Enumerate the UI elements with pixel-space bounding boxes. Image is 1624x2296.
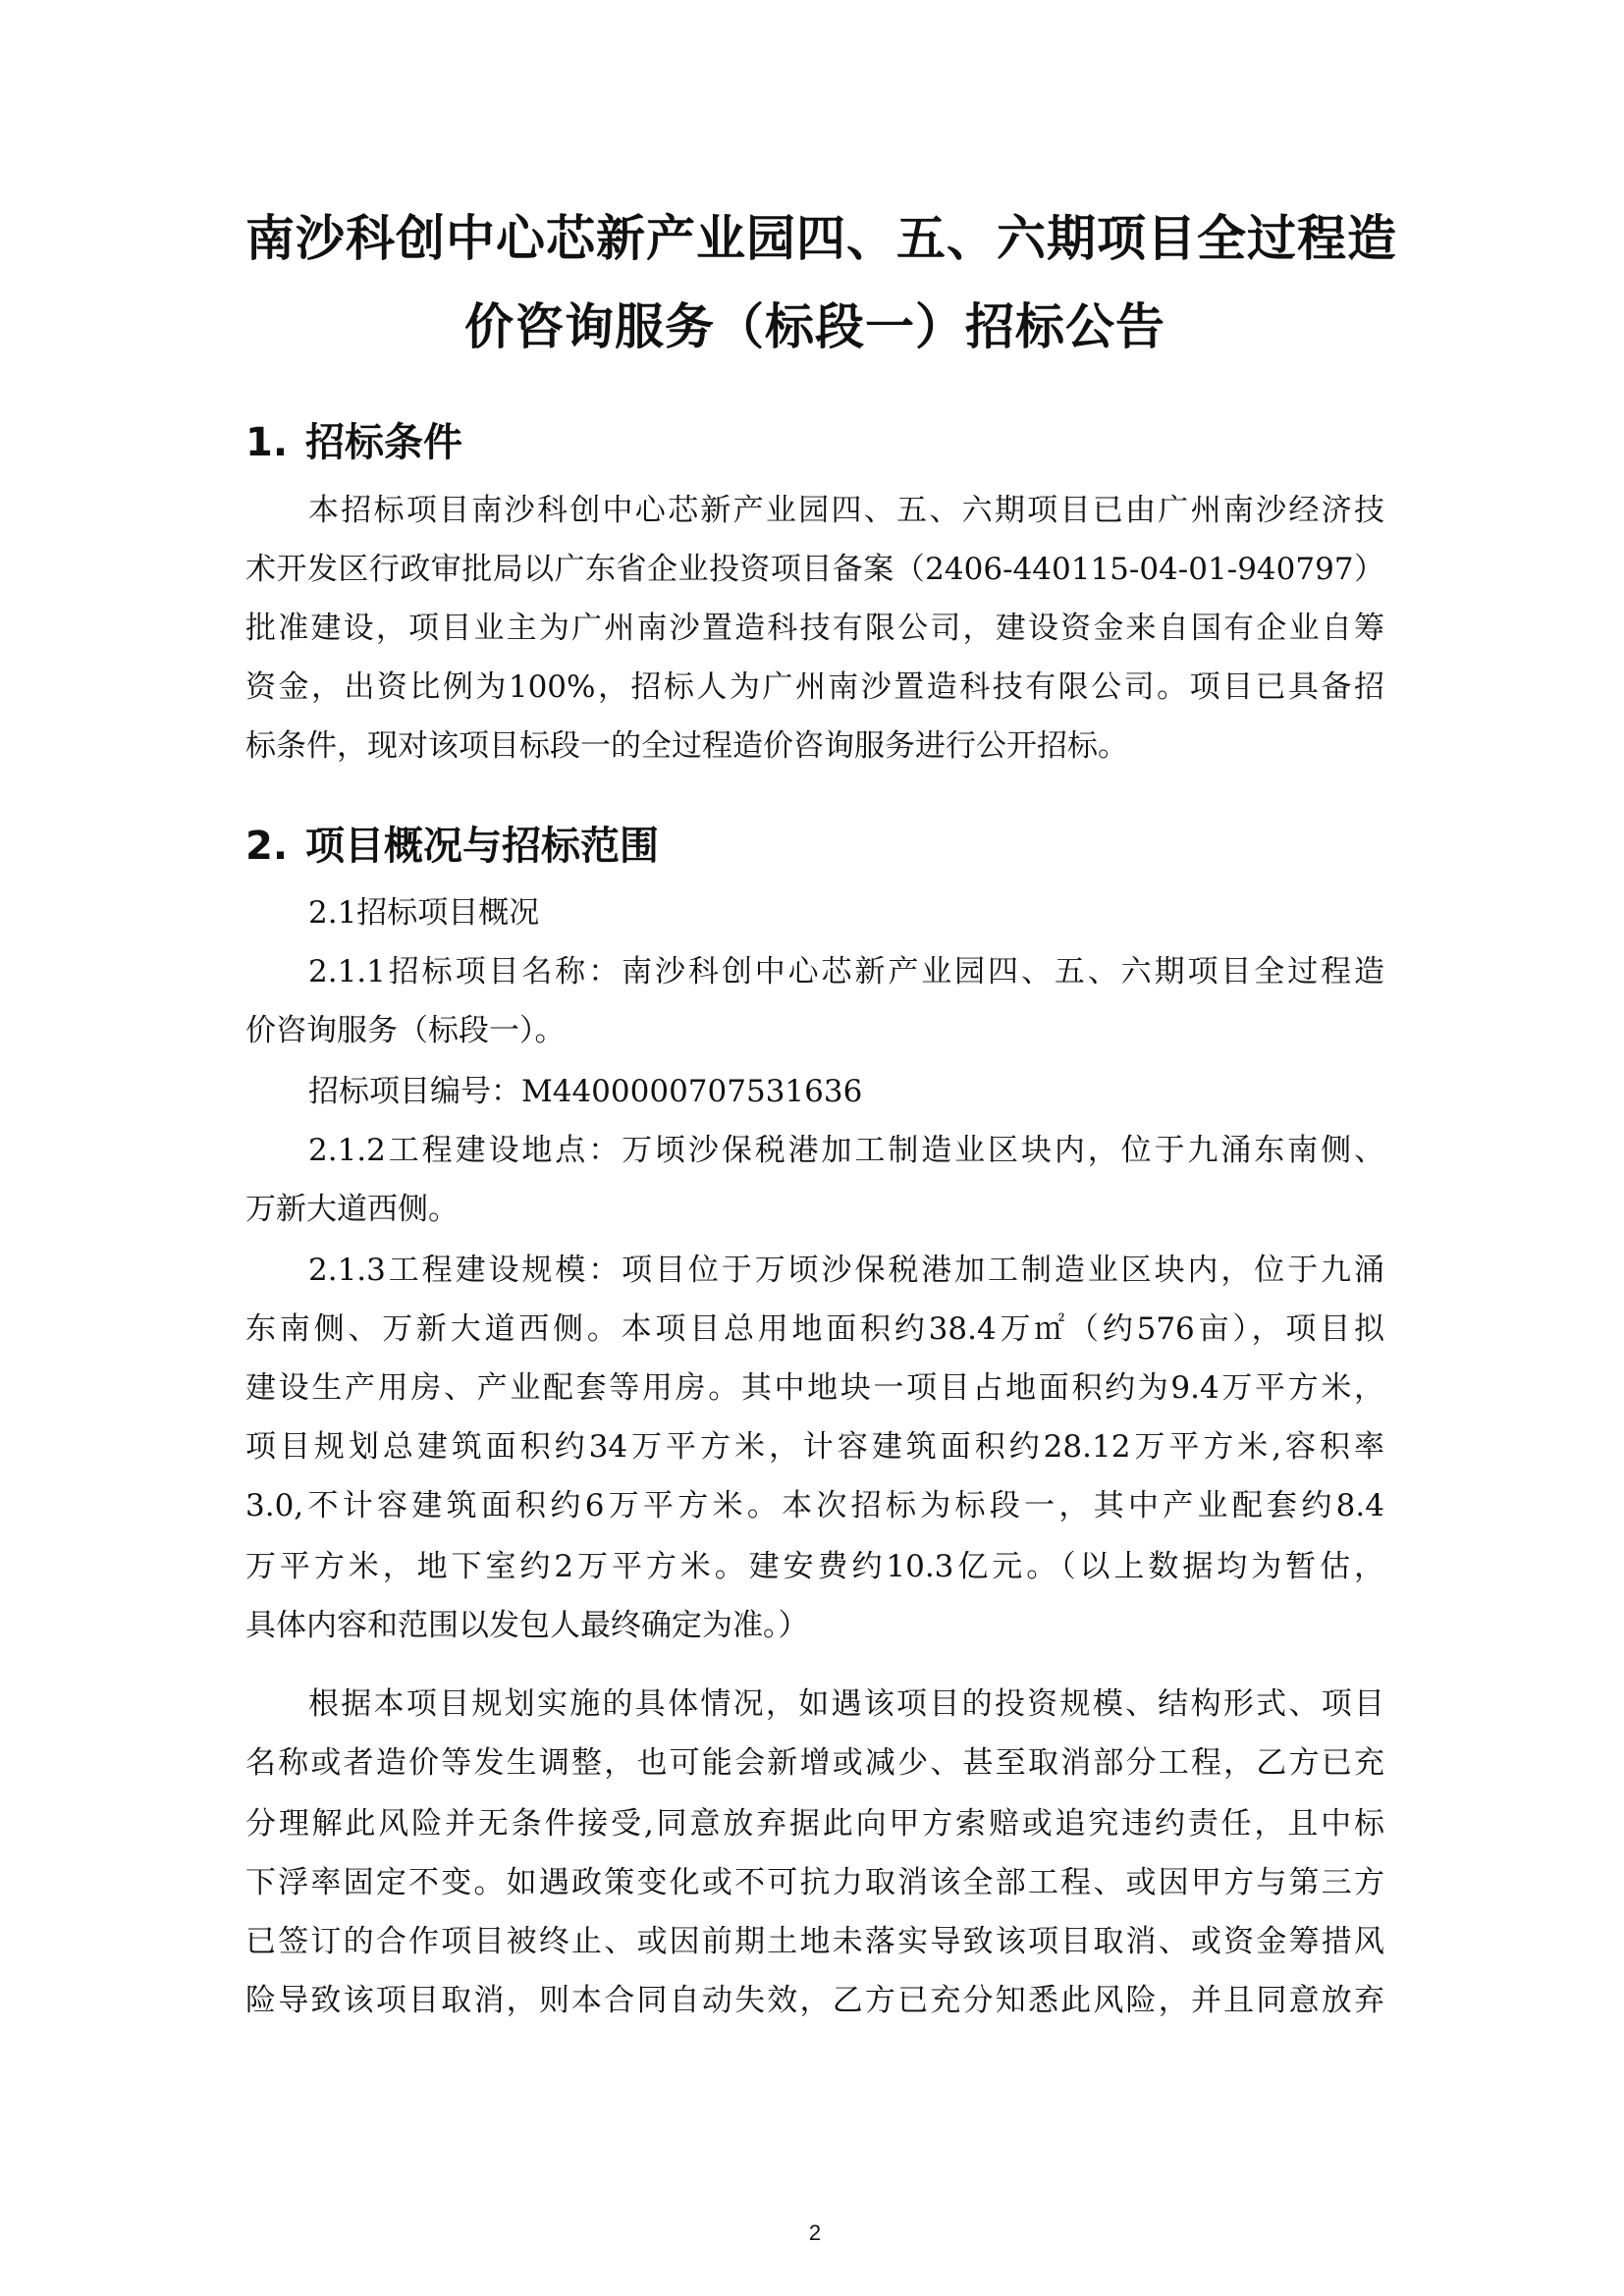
- paragraph-line: 术开发区行政审批局以广东省企业投资项目备案（2406-440115-04-01-940797）: [245, 552, 1384, 587]
- paragraph-line: 东南侧、万新大道西侧。本项目总用地面积约38.4万㎡（约576亩），项目拟: [245, 1311, 1384, 1347]
- document-page: [245, 0, 1397, 2296]
- paragraph-line: 2.1.3工程建设规模：项目位于万顷沙保税港加工制造业区块内，位于九涌: [308, 1253, 1384, 1288]
- section-number: 2.: [245, 824, 289, 869]
- paragraph-line: 名称或者造价等发生调整，也可能会新增或减少、甚至取消部分工程，乙方已充: [245, 1745, 1384, 1781]
- paragraph-line: 3.0,不计容建筑面积约6万平方米。本次招标为标段一，其中产业配套约8.4: [245, 1488, 1384, 1523]
- title-line-2: 价咨询服务（标段一）招标公告: [464, 298, 1165, 355]
- paragraph-line: 标条件，现对该项目标段一的全过程造价咨询服务进行公开招标。: [245, 728, 1128, 764]
- paragraph-line: 已签订的合作项目被终止、或因前期土地未落实导致该项目取消、或资金筹措风: [245, 1924, 1384, 1959]
- page-number: 2: [808, 2220, 822, 2245]
- subsection-heading: 2.1招标项目概况: [308, 895, 540, 931]
- paragraph-line: 险导致该项目取消，则本合同自动失效，乙方已充分知悉此风险，并且同意放弃: [245, 1983, 1384, 2018]
- paragraph-line: 批准建设，项目业主为广州南沙置造科技有限公司，建设资金来自国有企业自筹: [245, 611, 1384, 646]
- paragraph-line: 万平方米，地下室约2万平方米。建安费约10.3亿元。（以上数据均为暂估，: [245, 1549, 1384, 1584]
- paragraph-line: 资金，出资比例为100%，招标人为广州南沙置造科技有限公司。项目已具备招: [245, 669, 1384, 705]
- section-number: 1.: [245, 420, 289, 465]
- paragraph-line: 项目规划总建筑面积约34万平方米，计容建筑面积约28.12万平方米,容积率: [245, 1429, 1384, 1465]
- paragraph-line: 2.1.1招标项目名称：南沙科创中心芯新产业园四、五、六期项目全过程造: [308, 954, 1384, 989]
- paragraph-line: 价咨询服务（标段一）。: [245, 1013, 566, 1048]
- paragraph-line: 万新大道西侧。: [245, 1192, 459, 1227]
- paragraph-line: 2.1.2工程建设地点：万顷沙保税港加工制造业区块内，位于九涌东南侧、: [308, 1133, 1384, 1168]
- paragraph-line: 具体内容和范围以发包人最终确定为准。）: [245, 1608, 809, 1643]
- title-line-1: 南沙科创中心芯新产业园四、五、六期项目全过程造: [245, 210, 1397, 267]
- paragraph-line: 建设生产用房、产业配套等用房。其中地块一项目占地面积约为9.4万平方米，: [245, 1370, 1384, 1406]
- document-title: [245, 194, 1397, 371]
- section-heading-text: 招标条件: [305, 420, 463, 465]
- section-heading-text: 项目概况与招标范围: [305, 824, 660, 869]
- section-heading-1: [245, 413, 462, 472]
- project-code-line: 招标项目编号：M4400000707531636: [308, 1074, 863, 1109]
- paragraph-line: 分理解此风险并无条件接受,同意放弃据此向甲方索赔或追究违约责任，且中标: [245, 1806, 1384, 1842]
- paragraph-line: 本招标项目南沙科创中心芯新产业园四、五、六期项目已由广州南沙经济技: [308, 493, 1384, 528]
- paragraph-line: 下浮率固定不变。如遇政策变化或不可抗力取消该全部工程、或因甲方与第三方: [245, 1865, 1384, 1900]
- section-heading-2: [245, 817, 659, 876]
- paragraph-line: 根据本项目规划实施的具体情况，如遇该项目的投资规模、结构形式、项目: [308, 1686, 1384, 1722]
